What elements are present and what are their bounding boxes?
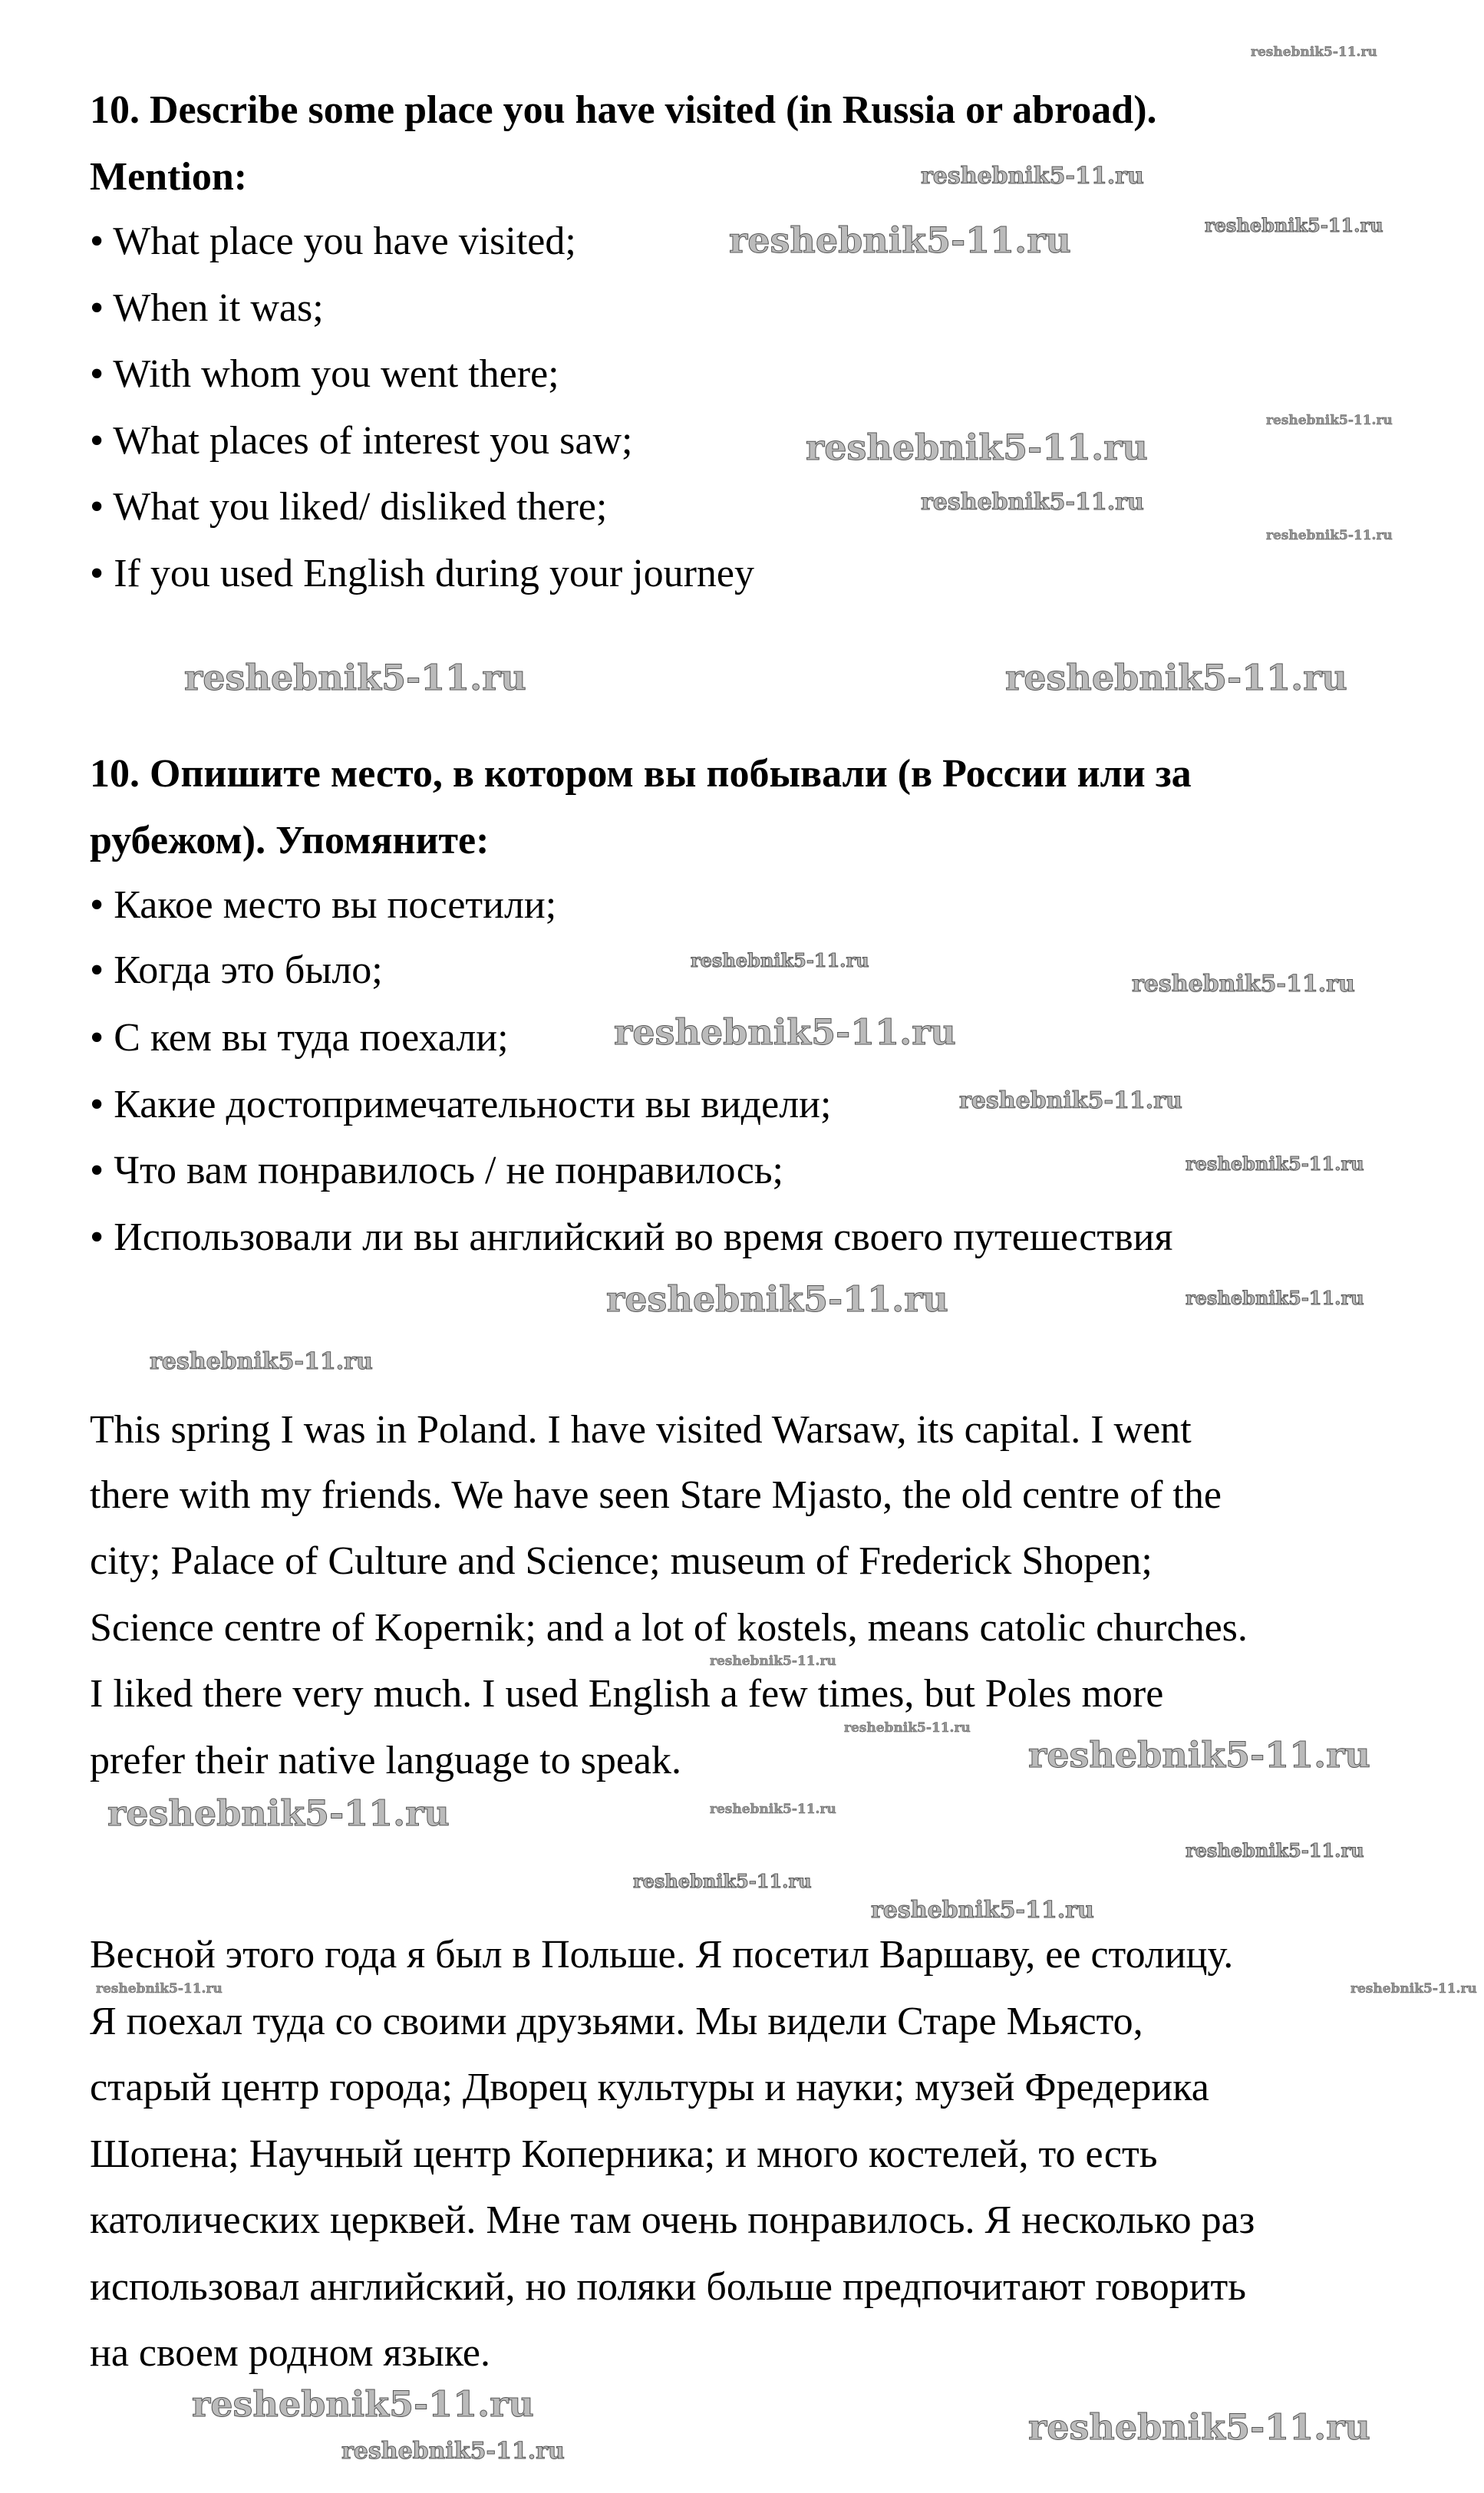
watermark: reshebnik5-11.ru: [959, 1087, 1182, 1114]
task-bullet: • Что вам понравилось / не понравилось;: [90, 1149, 784, 1192]
watermark: reshebnik5-11.ru: [921, 489, 1144, 516]
watermark: reshebnik5-11.ru: [1186, 1839, 1364, 1862]
answer-line-ru: старый центр города; Дворец культуры и науки; музей Фредерика: [90, 2066, 1209, 2109]
answer-line-en: I liked there very much. I used English a few times, but Poles more: [90, 1672, 1164, 1716]
watermark: reshebnik5-11.ru: [1186, 1287, 1364, 1309]
watermark: reshebnik5-11.ru: [710, 1802, 836, 1817]
watermark: reshebnik5-11.ru: [341, 2438, 565, 2465]
task-bullet: • When it was;: [90, 286, 324, 330]
answer-line-en: Science centre of Kopernik; and a lot of kostels, means catolic churches.: [90, 1606, 1248, 1650]
task-title-ru: рубежом). Упомяните:: [90, 819, 490, 862]
task-title-en: 10. Describe some place you have visited (in Russia or abroad).: [90, 88, 1157, 132]
watermark: reshebnik5-11.ru: [871, 1897, 1094, 1924]
answer-line-en: there with my friends. We have seen Stare Mjasto, the old centre of the: [90, 1473, 1222, 1517]
task-bullet: • If you used English during your journey: [90, 552, 754, 595]
task-bullet: • Какие достопримечательности вы видели;: [90, 1083, 832, 1126]
watermark: reshebnik5-11.ru: [192, 2383, 534, 2425]
task-mention-label: Mention:: [90, 155, 248, 199]
watermark: reshebnik5-11.ru: [806, 427, 1148, 468]
watermark: reshebnik5-11.ru: [184, 657, 526, 698]
watermark: reshebnik5-11.ru: [606, 1278, 948, 1320]
watermark: reshebnik5-11.ru: [1005, 657, 1347, 698]
answer-line-ru: Весной этого года я был в Польше. Я посетил Варшаву, ее столицу.: [90, 1933, 1234, 1977]
watermark: reshebnik5-11.ru: [921, 163, 1144, 190]
task-bullet: • Использовали ли вы английский во время своего путешествия: [90, 1215, 1173, 1259]
answer-line-ru: католических церквей. Мне там очень понравилось. Я несколько раз: [90, 2198, 1255, 2242]
watermark: reshebnik5-11.ru: [710, 1654, 836, 1669]
watermark: reshebnik5-11.ru: [150, 1348, 373, 1375]
answer-line-en: This spring I was in Poland. I have visited Warsaw, its capital. I went: [90, 1408, 1192, 1452]
watermark: reshebnik5-11.ru: [1350, 1981, 1477, 1997]
watermark: reshebnik5-11.ru: [107, 1792, 450, 1834]
task-title-ru: 10. Опишите место, в котором вы побывали (в России или за: [90, 752, 1192, 796]
watermark: reshebnik5-11.ru: [1205, 214, 1383, 236]
watermark: reshebnik5-11.ru: [844, 1720, 971, 1736]
watermark: reshebnik5-11.ru: [614, 1011, 956, 1053]
task-bullet: • What you liked/ disliked there;: [90, 485, 608, 529]
task-bullet: • С кем вы туда поехали;: [90, 1016, 509, 1060]
watermark: reshebnik5-11.ru: [1028, 2406, 1370, 2448]
watermark: reshebnik5-11.ru: [1266, 528, 1393, 543]
answer-line-ru: на своем родном языке.: [90, 2331, 490, 2375]
watermark: reshebnik5-11.ru: [691, 949, 869, 971]
task-bullet: • What places of interest you saw;: [90, 419, 633, 463]
answer-line-en: city; Palace of Culture and Science; museum of Frederick Shopen;: [90, 1539, 1153, 1583]
answer-line-ru: Шопена; Научный центр Коперника; и много костелей, то есть: [90, 2132, 1158, 2176]
task-bullet: • With whom you went there;: [90, 352, 559, 396]
answer-line-en: prefer their native language to speak.: [90, 1739, 681, 1782]
watermark: reshebnik5-11.ru: [1028, 1734, 1370, 1776]
watermark: reshebnik5-11.ru: [1186, 1153, 1364, 1175]
task-bullet: • Когда это было;: [90, 948, 383, 992]
answer-line-ru: использовал английский, но поляки больше предпочитают говорить: [90, 2265, 1246, 2309]
watermark: reshebnik5-11.ru: [1132, 971, 1355, 998]
task-bullet: • Какое место вы посетили;: [90, 883, 557, 927]
answer-line-ru: Я поехал туда со своими друзьями. Мы видели Старе Мьясто,: [90, 2000, 1143, 2043]
watermark: reshebnik5-11.ru: [1266, 413, 1393, 428]
watermark: reshebnik5-11.ru: [96, 1981, 223, 1997]
watermark: reshebnik5-11.ru: [729, 219, 1071, 261]
task-bullet: • What place you have visited;: [90, 219, 576, 263]
watermark: reshebnik5-11.ru: [1251, 45, 1377, 60]
watermark: reshebnik5-11.ru: [633, 1870, 812, 1892]
